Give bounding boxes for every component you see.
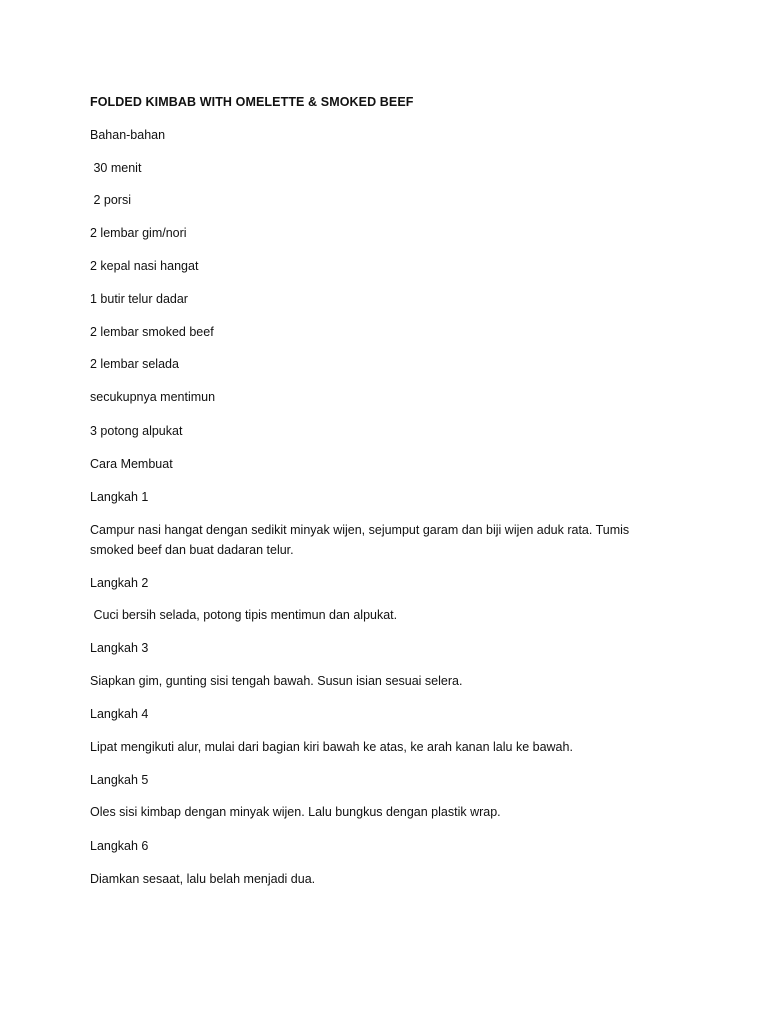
ingredient-item: 2 lembar smoked beef	[90, 325, 214, 339]
step-text: Cuci bersih selada, potong tipis mentimun dan alpukat.	[90, 608, 398, 622]
ingredient-item: 3 potong alpukat	[90, 424, 183, 438]
step-text: smoked beef dan buat dadaran telur.	[90, 543, 294, 557]
step-label: Langkah 1	[90, 490, 149, 504]
servings: 2 porsi	[90, 193, 131, 207]
step-text: Lipat mengikuti alur, mulai dari bagian kiri bawah ke atas, ke arah kanan lalu ke bawah.	[90, 740, 573, 754]
recipe-title: FOLDED KIMBAB WITH OMELETTE & SMOKED BEEF	[90, 95, 414, 109]
step-label: Langkah 4	[90, 707, 149, 721]
ingredient-item: 2 lembar gim/nori	[90, 226, 187, 240]
step-label: Langkah 3	[90, 641, 149, 655]
ingredients-heading: Bahan-bahan	[90, 128, 166, 142]
ingredient-item: 1 butir telur dadar	[90, 292, 188, 306]
cooking-time: 30 menit	[90, 161, 142, 175]
step-text: Diamkan sesaat, lalu belah menjadi dua.	[90, 872, 316, 886]
ingredient-item: secukupnya mentimun	[90, 390, 216, 404]
step-label: Langkah 6	[90, 839, 149, 853]
step-label: Langkah 5	[90, 773, 149, 787]
ingredient-item: 2 kepal nasi hangat	[90, 259, 199, 273]
step-label: Langkah 2	[90, 576, 149, 590]
step-text: Campur nasi hangat dengan sedikit minyak wijen, sejumput garam dan biji wijen aduk rata. Tumis	[90, 523, 630, 537]
method-heading: Cara Membuat	[90, 457, 173, 471]
step-text: Siapkan gim, gunting sisi tengah bawah. Susun isian sesuai selera.	[90, 674, 463, 688]
step-text: Oles sisi kimbap dengan minyak wijen. Lalu bungkus dengan plastik wrap.	[90, 805, 501, 819]
ingredient-item: 2 lembar selada	[90, 357, 179, 371]
